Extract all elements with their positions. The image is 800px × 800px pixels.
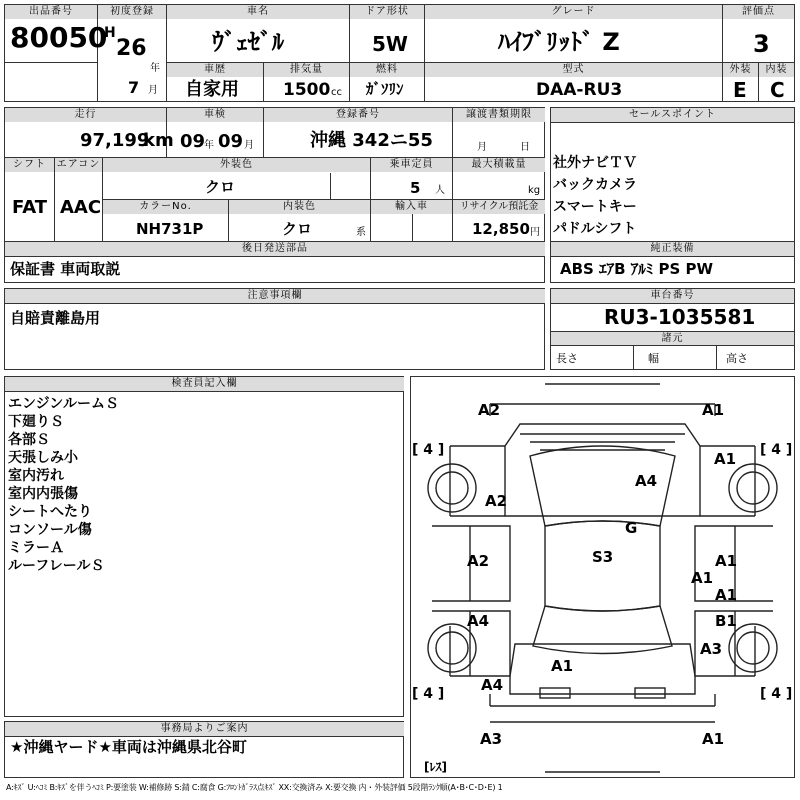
door-type: 5W xyxy=(372,32,408,56)
damage-mark: S3 xyxy=(592,548,614,566)
recycle-fee: 12,850 xyxy=(472,220,530,238)
sales-point-item: 社外ナビＴＶ xyxy=(553,155,637,171)
sales-point-item: スマートキー xyxy=(553,199,637,215)
damage-mark: A4 xyxy=(467,612,490,630)
inspector-line: エンジンルームＳ xyxy=(8,396,119,412)
plate-header: 登録番号 xyxy=(264,108,452,122)
shift-header: シフト xyxy=(5,158,54,172)
score: 3 xyxy=(753,30,770,58)
dimensions-header: 諸元 xyxy=(551,332,794,345)
later-parts-header: 後日発送部品 xyxy=(5,242,545,256)
rear-light-left xyxy=(540,688,570,698)
width-label: 幅 xyxy=(648,352,659,365)
history-header: 車歴 xyxy=(167,63,263,77)
shift: FAT xyxy=(12,197,48,218)
equipment: ABS ｴｱB ｱﾙﾐ PS PW xyxy=(560,260,714,278)
capacity-unit: 人 xyxy=(435,185,445,196)
recycle-header: リサイクル預託金 xyxy=(453,200,545,214)
history: 自家用 xyxy=(185,79,239,100)
interior-header: 内装 xyxy=(759,63,794,77)
color-no: NH731P xyxy=(136,220,204,238)
car-damage-diagram xyxy=(410,376,795,778)
transfer-day-unit: 日 xyxy=(520,142,530,153)
reg-year-unit: 年 xyxy=(150,63,160,74)
color-no-header: カラーNo. xyxy=(103,200,228,214)
fuel-header: 燃料 xyxy=(350,63,424,77)
hood-outline xyxy=(505,424,700,516)
damage-mark: A1 xyxy=(551,657,574,675)
door-header: ドア形状 xyxy=(350,5,424,19)
rear-bumper-outline xyxy=(490,694,715,772)
exterior-color-header: 外装色 xyxy=(103,158,370,172)
transfer-header: 譲渡書類期限 xyxy=(453,108,545,122)
first-registration-header: 初度登録 xyxy=(98,5,166,19)
damage-mark: A1 xyxy=(691,569,714,587)
inspector-line: ルーフレールＳ xyxy=(8,558,105,574)
inspection-year-unit: 年 xyxy=(204,140,214,151)
capacity: 5 xyxy=(410,179,421,197)
mileage-header: 走行 xyxy=(5,108,166,122)
inspector-notes xyxy=(8,395,119,575)
damage-mark: A2 xyxy=(485,492,508,510)
damage-mark: A1 xyxy=(714,450,737,468)
import-header: 輸入車 xyxy=(371,200,452,214)
tire-tread-fr: [ 4 ] xyxy=(760,442,793,458)
damage-mark: A4 xyxy=(481,676,504,694)
later-parts: 保証書 車両取説 xyxy=(10,260,121,278)
exterior-grade: E xyxy=(733,78,747,102)
transfer-month-unit: 月 xyxy=(477,142,487,153)
max-load-unit: kg xyxy=(528,185,541,196)
height-label: 高さ xyxy=(726,352,748,365)
damage-mark: A3 xyxy=(480,730,503,748)
inspector-line: シートへたり xyxy=(8,504,92,520)
damage-mark: G xyxy=(625,519,638,537)
office-header: 事務局よりご案内 xyxy=(5,722,404,736)
sales-point-header: セールスポイント xyxy=(551,108,794,122)
reg-year: 26 xyxy=(116,36,147,61)
inspection-month-unit: 月 xyxy=(244,140,254,151)
inspector-line: コンソール傷 xyxy=(8,522,92,538)
damage-mark: A1 xyxy=(702,401,725,419)
damage-mark: A2 xyxy=(478,401,501,419)
interior-color-unit: 系 xyxy=(356,227,366,238)
tire-tread-fl: [ 4 ] xyxy=(412,442,445,458)
ac: AAC xyxy=(60,197,102,218)
inspector-line: 室内汚れ xyxy=(8,468,64,484)
reg-month-unit: 月 xyxy=(148,85,158,96)
interior-color-header: 内装色 xyxy=(229,200,370,214)
rear-light-right xyxy=(635,688,665,698)
displacement-header: 排気量 xyxy=(264,63,349,77)
interior-grade: C xyxy=(770,78,785,102)
notes-text: 自賠責離島用 xyxy=(10,309,101,327)
damage-mark: A1 xyxy=(715,586,738,604)
ac-header: エアコン xyxy=(56,159,101,170)
inspection-month: 09 xyxy=(218,131,244,152)
rear-glass-outline xyxy=(533,606,672,654)
exterior-color: クロ xyxy=(205,178,236,196)
chassis-header: 車台番号 xyxy=(551,289,794,303)
notes-header: 注意事項欄 xyxy=(5,289,545,303)
chassis-number: RU3-1035581 xyxy=(604,305,756,329)
damage-mark: B1 xyxy=(715,612,737,630)
inspector-line: ミラーＡ xyxy=(8,540,64,556)
sales-point-list xyxy=(553,152,637,240)
grade: ﾊｲﾌﾞﾘｯﾄﾞ Z xyxy=(498,28,620,56)
mileage-unit: km xyxy=(143,130,174,151)
tire-tread-rl: [ 4 ] xyxy=(412,686,445,702)
rear-left-wheel xyxy=(428,624,476,672)
damage-mark: A1 xyxy=(702,730,725,748)
fuel: ｶﾞｿﾘﾝ xyxy=(366,80,404,98)
inspector-header: 検査員記入欄 xyxy=(5,377,404,391)
inspector-line: 各部Ｓ xyxy=(8,432,50,448)
interior-color: クロ xyxy=(282,220,313,238)
plate-number: 沖縄 342ニ55 xyxy=(310,130,433,151)
damage-mark: A2 xyxy=(467,552,490,570)
damage-mark: A3 xyxy=(700,640,723,658)
equipment-header: 純正装備 xyxy=(551,242,794,256)
sales-point-item: バックカメラ xyxy=(553,177,637,193)
inspection-year: 09 xyxy=(180,131,206,152)
capacity-header: 乗車定員 xyxy=(371,158,452,172)
exterior-header: 外装 xyxy=(723,63,758,77)
lot-number-header: 出品番号 xyxy=(5,5,97,19)
front-left-wheel xyxy=(428,464,476,512)
inspector-line: 下廻りＳ xyxy=(8,414,64,430)
reg-month: 7 xyxy=(128,78,140,97)
model-header: 型式 xyxy=(425,63,722,77)
sales-point-item: パドルシフト xyxy=(553,221,637,237)
car-name-header: 車名 xyxy=(167,5,349,19)
office-text: ★沖縄ヤード★車両は沖縄県北谷町 xyxy=(10,738,247,756)
max-load-header: 最大積載量 xyxy=(453,158,545,172)
displacement-unit: cc xyxy=(331,87,342,98)
front-bumper-outline xyxy=(490,384,715,416)
damage-mark: A4 xyxy=(635,472,658,490)
car-name: ｳﾞｪｾﾞﾙ xyxy=(212,28,284,56)
inspection-header: 車検 xyxy=(167,108,263,122)
trunk-outline xyxy=(510,644,695,694)
spare-tire: [ﾚｽ] xyxy=(424,760,447,774)
length-label: 長さ xyxy=(556,352,578,365)
displacement: 1500 xyxy=(283,80,331,100)
windshield-outline xyxy=(520,434,685,450)
lot-number: 80050 xyxy=(10,21,108,54)
score-header: 評価点 xyxy=(723,5,794,19)
mileage: 97,199 xyxy=(80,130,150,151)
recycle-unit: 円 xyxy=(530,227,540,238)
inspector-line: 室内内張傷 xyxy=(8,486,78,502)
era: H xyxy=(104,25,116,41)
front-right-wheel xyxy=(729,464,777,512)
inspector-line: 天張しみ小 xyxy=(8,450,78,466)
damage-mark: A1 xyxy=(715,552,738,570)
rear-right-wheel xyxy=(729,624,777,672)
legend: A:ｷｽﾞ U:ﾍｺﾐ B:ｷｽﾞを伴うﾍｺﾐ P:要塗装 W:補修跡 S:錆 C:腐食 G:ﾌﾛﾝﾄｶﾞﾗｽ点ｷｽﾞ XX:交換済み X:要交換 内・外装評価 5段階ﾗﾝｸ順(A･B･C･D･E) 1 xyxy=(6,783,503,792)
grade-header: グレード xyxy=(425,5,722,19)
tire-tread-rr: [ 4 ] xyxy=(760,686,793,702)
roof-outline xyxy=(545,521,660,611)
model-code: DAA-RU3 xyxy=(536,80,623,100)
